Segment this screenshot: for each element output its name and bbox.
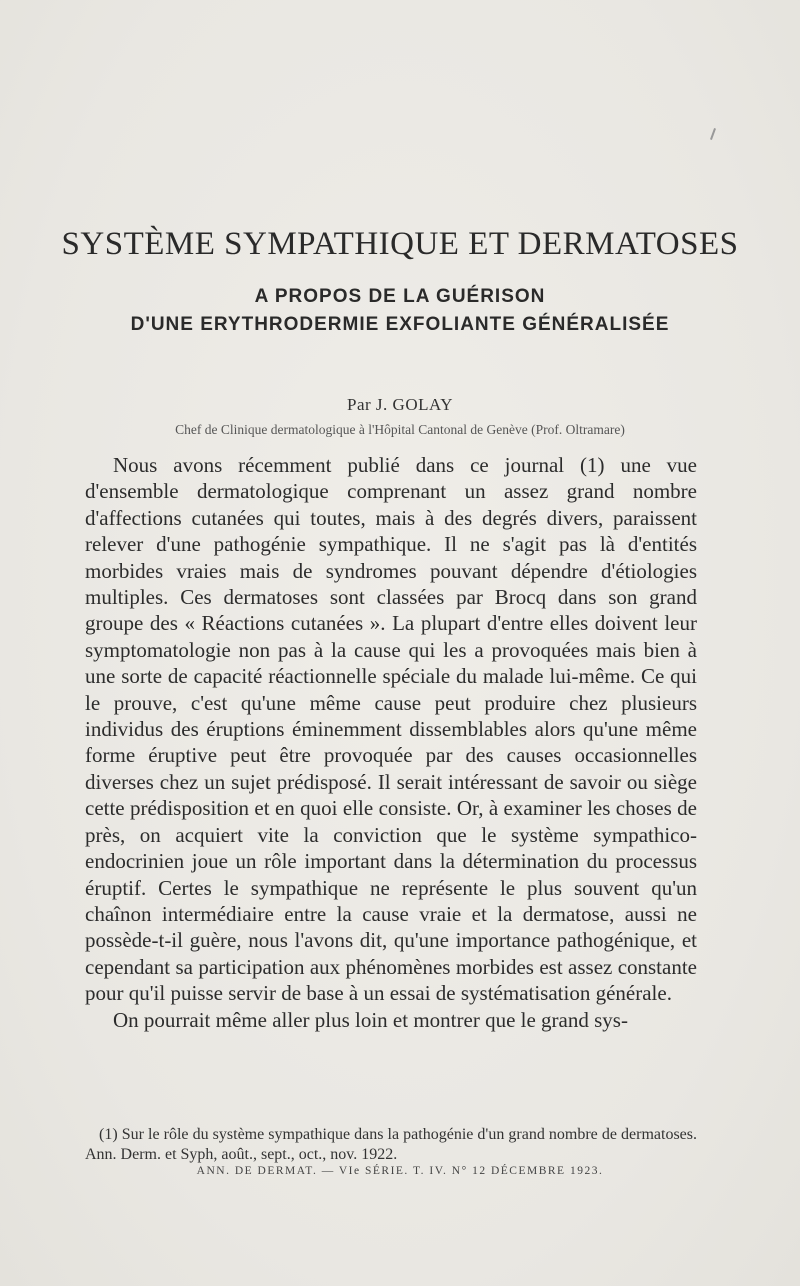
paper-mark bbox=[710, 128, 716, 140]
footnote-text: (1) Sur le rôle du système sympathique dans la pathogénie d'un grand nombre de dermatoses. Ann. Derm. et Syph, août., sept., oct., nov. 1922. bbox=[85, 1126, 697, 1163]
author-affiliation: Chef de Clinique dermatologique à l'Hôpital Cantonal de Genève (Prof. Oltramare) bbox=[175, 422, 625, 437]
footnote bbox=[85, 1125, 697, 1165]
article-body bbox=[85, 452, 697, 1033]
article-title: SYSTÈME SYMPATHIQUE ET DERMATOSES bbox=[61, 226, 739, 262]
running-footer: ANN. DE DERMAT. — VIe SÉRIE. T. IV. N° 12 DÉCEMBRE 1923. bbox=[196, 1165, 604, 1177]
body-paragraph-2: On pourrait même aller plus loin et montrer que le grand sys- bbox=[113, 1007, 628, 1032]
article-subtitle-line-1: A PROPOS DE LA GUÉRISON bbox=[254, 286, 546, 307]
article-subtitle-line-2: D'UNE ERYTHRODERMIE EXFOLIANTE GÉNÉRALISÉE bbox=[130, 314, 670, 335]
body-paragraph-1: Nous avons récemment publié dans ce journal (1) une vue d'ensemble dermatologique comprenant un assez grand nombre d'affections cutanées qui toutes, mais à des degrés divers, paraissent relever d'une pathogénie sympathique. Il ne s'agit pas là d'entités morbides vraies mais de syndromes pouvant dépendre d'étiologies multiples. Ces dermatoses sont classées par Brocq dans son grand groupe des « Réactions cutanées ». La plupart d'entre elles doivent leur symptomatologie non pas à la cause qui les a provoquées mais bien à une sorte de capacité réactionnelle spéciale du malade lui-même. Ce qui le prouve, c'est qu'une même cause peut produire chez plusieurs individus des éruptions éminemment dissemblables alors qu'une même forme éruptive peut être provoquée par des causes occasionnelles diverses chez un sujet prédisposé. Il serait intéressant de savoir ou siège cette prédisposition et en quoi elle consiste. Or, à examiner les choses de près, on acquiert vite la conviction que le système sympathico-endocrinien joue un rôle important dans la détermination du processus éruptif. Certes le sympathique ne représente le plus souvent qu'un chaînon intermédiaire entre la cause vraie et la dermatose, aussi ne possède-t-il guère, nous l'avons dit, qu'une importance pathogénique, et cependant sa participation aux phénomènes morbides est assez constante pour qu'il puisse servir de base à un essai de systématisation générale. bbox=[85, 453, 697, 1006]
article-author: Par J. GOLAY bbox=[347, 395, 453, 414]
